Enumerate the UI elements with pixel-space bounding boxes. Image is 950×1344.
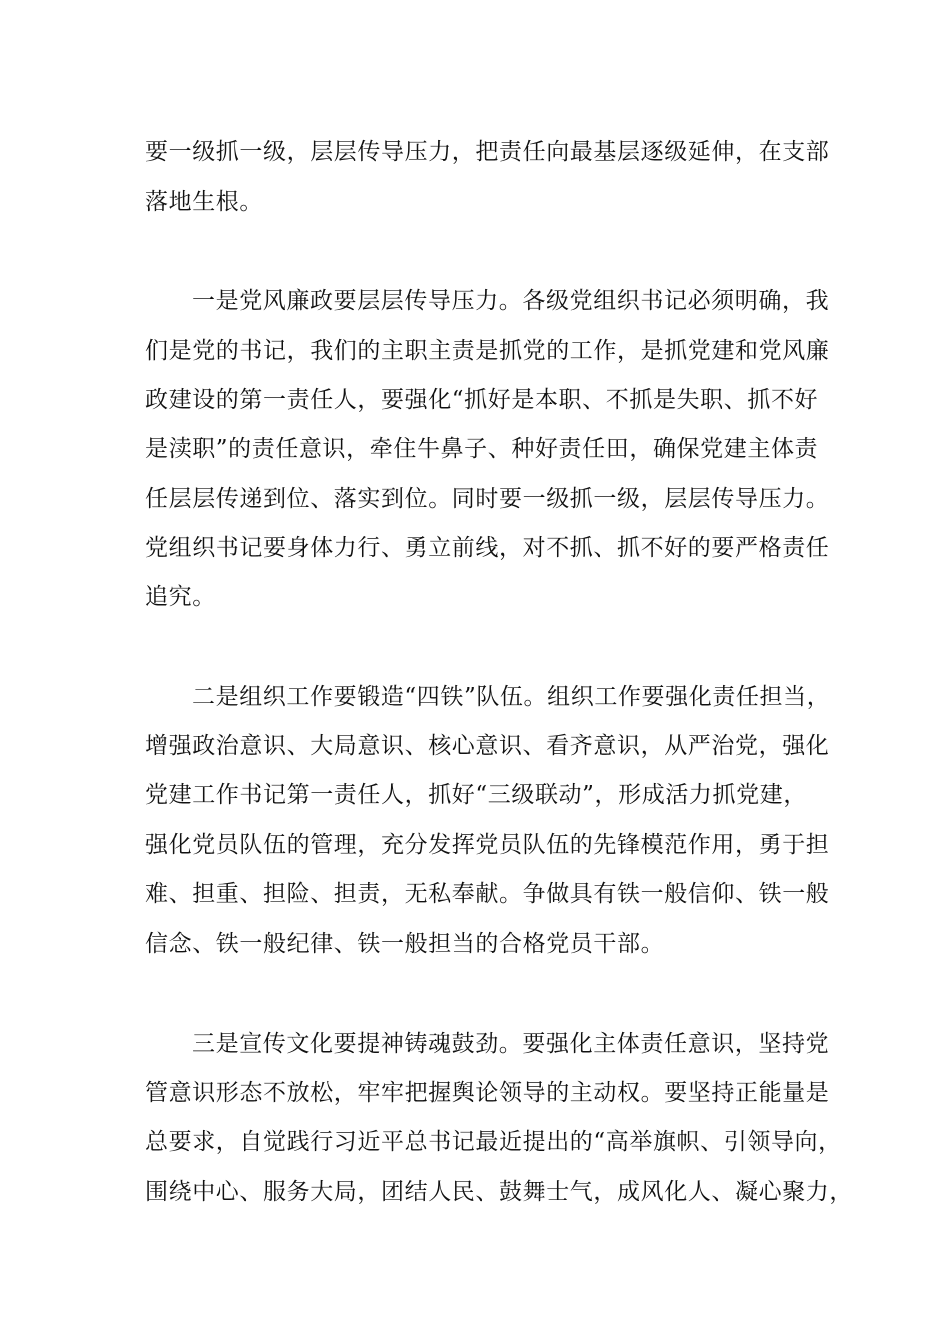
text-line: 要一级抓一级，层层传导压力，把责任向最基层逐级延伸，在支部 bbox=[145, 139, 830, 165]
text-line: 落地生根。 bbox=[145, 189, 263, 215]
text-line: 追究。 bbox=[145, 584, 216, 610]
text-line: 们是党的书记，我们的主职主责是抓党的工作，是抓党建和党风廉 bbox=[145, 338, 830, 364]
text-line: 围绕中心、服务大局，团结人民、鼓舞士气，成风化人、凝心聚力， bbox=[145, 1179, 853, 1205]
text-line: 强化党员队伍的管理，充分发挥党员队伍的先锋模范作用，勇于担 bbox=[145, 832, 830, 858]
paragraph-first-line: 一是党风廉政要层层传导压力。各级党组织书记必须明确，我 bbox=[192, 288, 830, 314]
text-line: 任层层传递到位、落实到位。同时要一级抓一级，层层传导压力。 bbox=[145, 486, 830, 512]
text-line: 总要求，自觉践行习近平总书记最近提出的“高举旗帜、引领导向， bbox=[145, 1129, 842, 1155]
text-line: 增强政治意识、大局意识、核心意识、看齐意识，从严治党，强化 bbox=[145, 733, 830, 759]
paragraph-first-line: 三是宣传文化要提神铸魂鼓劲。要强化主体责任意识，坚持党 bbox=[192, 1031, 830, 1057]
text-line: 管意识形态不放松，牢牢把握舆论领导的主动权。要坚持正能量是 bbox=[145, 1080, 830, 1106]
text-line: 党组织书记要身体力行、勇立前线，对不抓、抓不好的要严格责任 bbox=[145, 535, 830, 561]
text-line: 信念、铁一般纪律、铁一般担当的合格党员干部。 bbox=[145, 931, 665, 957]
text-line: 难、担重、担险、担责，无私奉献。争做具有铁一般信仰、铁一般 bbox=[145, 881, 830, 907]
text-line: 是渎职”的责任意识，牵住牛鼻子、种好责任田，确保党建主体责 bbox=[145, 436, 819, 462]
text-line: 政建设的第一责任人，要强化“抓好是本职、不抓是失职、抓不好 bbox=[145, 387, 819, 413]
paragraph-first-line: 二是组织工作要锻造“四铁”队伍。组织工作要强化责任担当， bbox=[192, 684, 831, 710]
text-line: 党建工作书记第一责任人，抓好“三级联动”，形成活力抓党建， bbox=[145, 782, 807, 808]
